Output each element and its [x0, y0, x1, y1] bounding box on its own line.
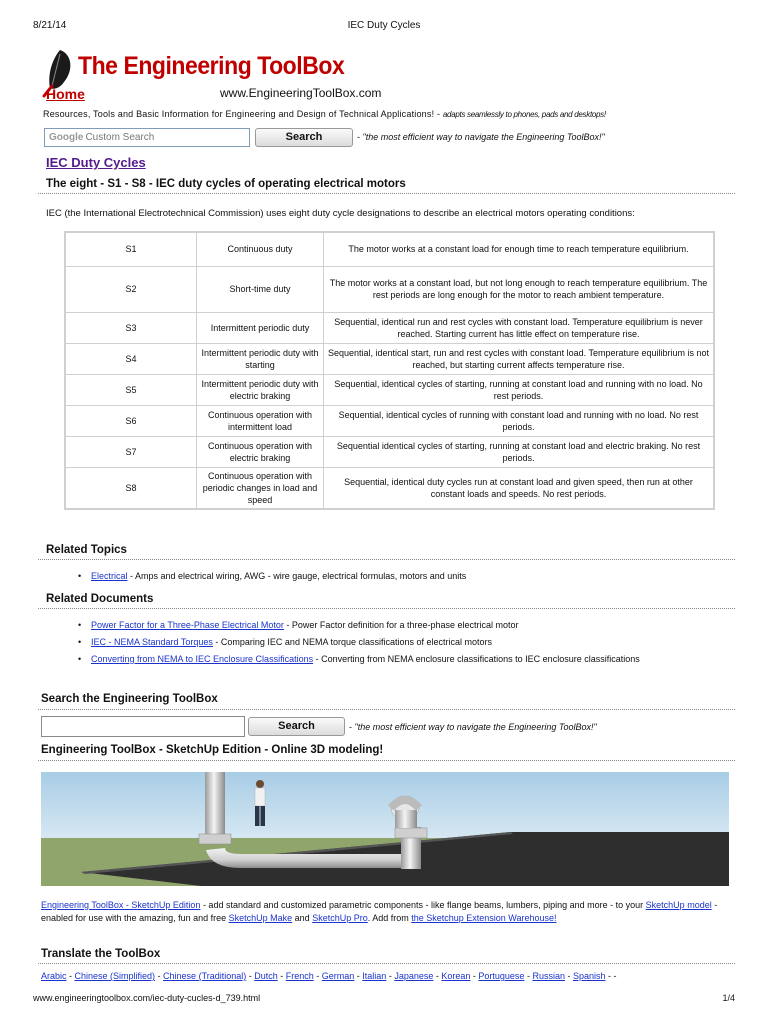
page-subtitle: The eight - S1 - S8 - IEC duty cycles of operating electrical motors — [46, 178, 406, 190]
table-row — [65, 405, 714, 436]
related-link[interactable]: Converting from NEMA to IEC Enclosure Classifications — [91, 654, 314, 664]
related-link[interactable]: Electrical — [91, 571, 128, 581]
sketchup-model-link[interactable]: SketchUp model — [645, 900, 712, 910]
language-separator: - - — [605, 971, 617, 981]
hint-text: "the most efficient way to navigate the Engineering ToolBox!" — [362, 132, 605, 142]
table-row — [65, 312, 714, 343]
list-item — [78, 636, 678, 648]
related-desc: - Power Factor definition for a three-phase electrical motor — [283, 620, 519, 630]
language-link[interactable]: Russian — [532, 971, 565, 981]
language-link[interactable]: Arabic — [41, 971, 67, 981]
language-link[interactable]: Japanese — [394, 971, 434, 981]
related-documents-list — [78, 619, 678, 670]
language-separator: - — [246, 971, 255, 981]
home-link[interactable]: Home — [46, 86, 85, 102]
sketchup-pro-link[interactable]: SketchUp Pro — [312, 912, 368, 923]
duty-name: Intermittent periodic duty with starting — [197, 343, 324, 374]
table-row — [65, 343, 714, 374]
print-footer — [33, 993, 735, 1007]
duty-code: S6 — [65, 405, 197, 436]
duty-description: The motor works at a constant load for enough time to reach temperature equilibrium. — [324, 232, 715, 266]
language-separator: - — [66, 971, 75, 981]
divider — [38, 193, 735, 194]
sketchup-description — [41, 899, 731, 924]
related-link[interactable]: IEC - NEMA Standard Torques — [91, 637, 213, 647]
language-separator: - — [564, 971, 573, 981]
language-separator: - — [277, 971, 286, 981]
list-item — [78, 570, 678, 582]
duty-description: Sequential, identical start, run and rest cycles with constant load. Temperature equilibrium is not reached, but starting current affects temperature rise. — [324, 343, 715, 374]
duty-code: S8 — [65, 467, 197, 509]
language-separator: - — [313, 971, 322, 981]
search-input-bottom[interactable] — [41, 716, 245, 737]
site-tagline — [43, 109, 606, 119]
search-input[interactable] — [44, 128, 250, 147]
divider — [38, 963, 735, 964]
search-button[interactable]: Search — [255, 128, 353, 147]
search-button-bottom[interactable]: Search — [248, 717, 345, 736]
divider — [38, 608, 735, 609]
duty-name: Continuous operation with electric braking — [197, 436, 324, 467]
language-link[interactable]: Dutch — [254, 971, 278, 981]
duty-name: Short-time duty — [197, 266, 324, 312]
related-documents-heading: Related Documents — [46, 593, 154, 605]
language-separator: - — [470, 971, 479, 981]
duty-code: S7 — [65, 436, 197, 467]
sketchup-text: and — [292, 912, 313, 923]
table-row — [65, 232, 714, 266]
duty-code: S1 — [65, 232, 197, 266]
language-links — [41, 971, 617, 981]
language-link[interactable]: Italian — [362, 971, 387, 981]
duty-cycle-table — [64, 231, 715, 510]
related-link[interactable]: Power Factor for a Three-Phase Electrical Motor — [91, 620, 284, 630]
language-separator: - — [433, 971, 442, 981]
duty-description: The motor works at a constant load, but not long enough to reach temperature equilibrium. The rest periods are long enough for the motor to reach ambient temperature. — [324, 266, 715, 312]
language-link[interactable]: Chinese (Traditional) — [163, 971, 247, 981]
duty-code: S4 — [65, 343, 197, 374]
language-separator: - — [155, 971, 164, 981]
table-row — [65, 436, 714, 467]
extension-warehouse-link[interactable]: the Sketchup Extension Warehouse! — [411, 912, 557, 923]
language-link[interactable]: Portuguese — [478, 971, 525, 981]
language-link[interactable]: Chinese (Simplified) — [74, 971, 156, 981]
duty-name: Intermittent periodic duty — [197, 312, 324, 343]
language-separator: - — [524, 971, 533, 981]
search-hint-bottom — [349, 722, 597, 732]
search-placeholder: Custom Search — [85, 132, 155, 143]
translate-heading: Translate the ToolBox — [41, 948, 161, 960]
page-title[interactable]: IEC Duty Cycles — [46, 155, 146, 170]
sketchup-edition-link[interactable]: Engineering ToolBox - SketchUp Edition — [41, 900, 201, 910]
related-desc: - Converting from NEMA enclosure classifications to IEC enclosure classifications — [313, 654, 640, 664]
sketchup-text: . Add from — [367, 912, 412, 923]
hint-prefix: - — [349, 722, 352, 732]
duty-name: Continuous duty — [197, 232, 324, 266]
sketchup-heading: Engineering ToolBox - SketchUp Edition - Online 3D modeling! — [41, 744, 384, 756]
language-link[interactable]: French — [285, 971, 314, 981]
sketchup-make-link[interactable]: SketchUp Make — [228, 912, 293, 923]
table-row — [65, 467, 714, 509]
language-separator: - — [386, 971, 395, 981]
hint-prefix: - — [357, 132, 360, 142]
print-title: IEC Duty Cycles — [347, 20, 421, 31]
tagline-text: Resources, Tools and Basic Information for Engineering and Design of Technical Applications! - — [43, 109, 441, 119]
sketchup-scene-image[interactable] — [41, 772, 729, 886]
duty-description: Sequential, identical cycles of starting, running at constant load and running with no load. No rest periods. — [324, 374, 715, 405]
site-logo-title[interactable]: The Engineering ToolBox — [78, 52, 345, 80]
duty-name: Continuous operation with periodic changes in load and speed — [197, 467, 324, 509]
related-topics-list — [78, 570, 678, 587]
related-desc: - Comparing IEC and NEMA torque classifications of electrical motors — [212, 637, 493, 647]
language-link[interactable]: German — [321, 971, 355, 981]
page-number: 1/4 — [722, 993, 735, 1003]
related-topics-heading: Related Topics — [46, 544, 127, 556]
language-link[interactable]: Korean — [441, 971, 471, 981]
site-url: www.EngineeringToolBox.com — [220, 86, 382, 100]
intro-text: IEC (the International Electrotechnical Commission) uses eight duty cycle designations to describe an electrical motors operating conditions: — [46, 208, 635, 219]
duty-description: Sequential, identical duty cycles run at constant load and given speed, then run at other constant loads and speeds. No rest periods. — [324, 467, 715, 509]
divider — [38, 760, 735, 761]
tagline-small: adapts seamlessly to phones, pads and desktops! — [442, 110, 606, 119]
duty-code: S5 — [65, 374, 197, 405]
divider — [38, 559, 735, 560]
duty-description: Sequential, identical cycles of running with constant load and running with no load. No rest periods. — [324, 405, 715, 436]
print-date: 8/21/14 — [33, 20, 67, 31]
duty-description: Sequential identical cycles of starting, running at constant load and electric braking. No rest periods. — [324, 436, 715, 467]
duty-description: Sequential, identical run and rest cycles with constant load. Temperature equilibrium is never reached. Starting current has little effect on temperature rise. — [324, 312, 715, 343]
table-row — [65, 266, 714, 312]
divider — [38, 709, 735, 710]
hint-text: "the most efficient way to navigate the Engineering ToolBox!" — [354, 722, 597, 732]
related-desc: - Amps and electrical wiring, AWG - wire gauge, electrical formulas, motors and units — [127, 571, 467, 581]
duty-name: Continuous operation with intermittent load — [197, 405, 324, 436]
list-item — [78, 653, 678, 665]
duty-code: S2 — [65, 266, 197, 312]
language-link[interactable]: Spanish — [572, 971, 606, 981]
sketchup-text: - add standard and customized parametric components - like flange beams, lumbers, piping and more - to your — [200, 900, 646, 910]
duty-code: S3 — [65, 312, 197, 343]
language-separator: - — [354, 971, 363, 981]
table-row — [65, 374, 714, 405]
sketchup-text: - enabled for use with the amazing, fun and free — [41, 900, 718, 923]
search-section-heading: Search the Engineering ToolBox — [41, 693, 218, 705]
google-logo: Google — [49, 132, 84, 143]
duty-name: Intermittent periodic duty with electric braking — [197, 374, 324, 405]
page-url: www.engineeringtoolbox.com/iec-duty-cucles-d_739.html — [33, 993, 261, 1003]
list-item — [78, 619, 678, 631]
search-hint — [357, 132, 605, 142]
print-header — [33, 20, 735, 34]
